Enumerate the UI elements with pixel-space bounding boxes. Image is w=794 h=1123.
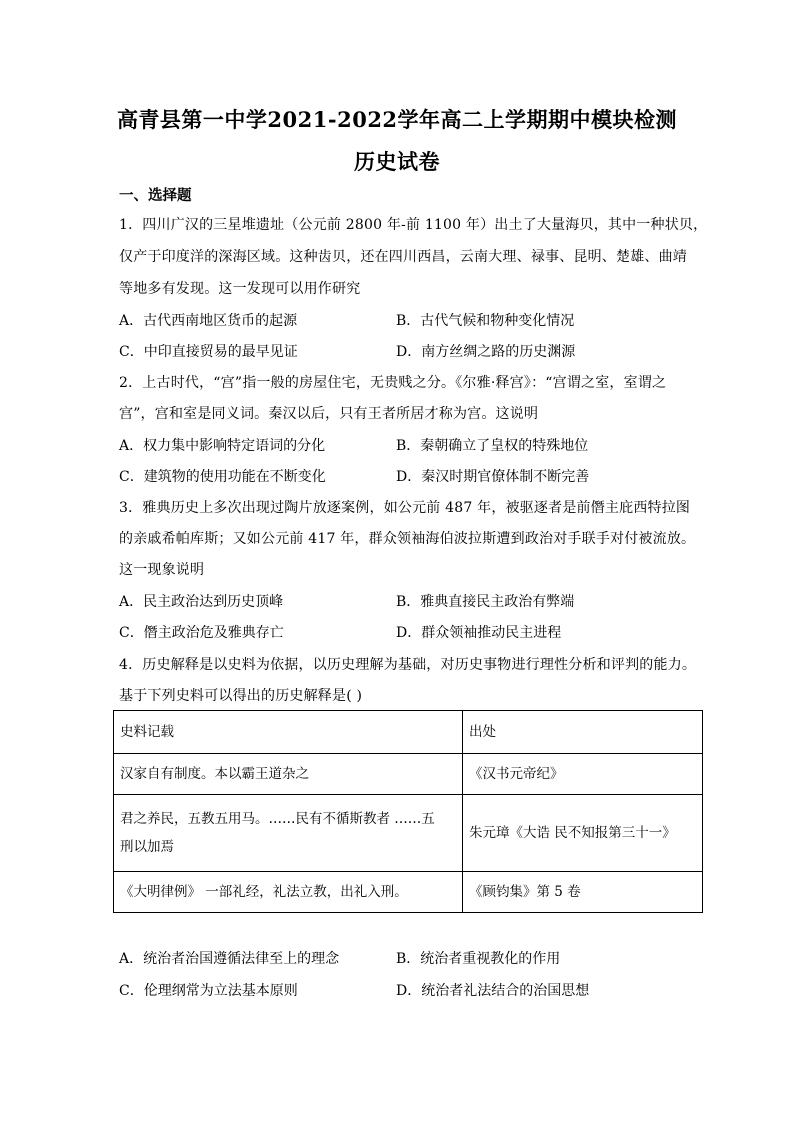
table-cell-source: 《汉书元帝纪》 <box>463 754 703 795</box>
question-1-text-line-2: 仅产于印度洋的深海区域。这种齿贝，还在四川西昌，云南大理、禄事、昆明、楚雄、曲靖 <box>119 249 687 265</box>
table-row <box>114 754 703 795</box>
table-cell-record-line-1: 君之养民，五教五用马。……民有不循斯教者 ……五 <box>120 811 435 827</box>
question-3-text-line-1: 3．雅典历史上多次出现过陶片放逐案例，如公元前 487 年，被驱逐者是前僭主庇西特拉图 <box>119 500 691 516</box>
exam-subject-title: 历史试卷 <box>354 149 440 174</box>
question-2-text-line-1: 2．上古时代，“宫”指一般的房屋住宅，无贵贱之分。《尔雅·释宫》：“宫谓之室，室谓之 <box>119 375 667 391</box>
question-1-text-line-1: 1．四川广汉的三星堆遗址（公元前 2800 年-前 1100 年）出土了大量海贝，其中一种状贝， <box>119 217 708 233</box>
table-cell-record: 汉家自有制度。本以霸王道杂之 <box>114 754 463 795</box>
question-2-option-d: D．秦汉时期官僚体制不断完善 <box>396 469 590 485</box>
table-cell-source: 朱元璋《大诰 民不知报第三十一》 <box>463 795 703 872</box>
table-cell-source: 《顾钧集》第 5 卷 <box>463 872 703 913</box>
table-row <box>114 872 703 913</box>
question-3-option-c: C．僭主政治危及雅典存亡 <box>119 625 284 641</box>
table-header-source: 出处 <box>463 711 703 754</box>
question-3-text-line-3: 这一现象说明 <box>119 562 205 578</box>
question-1-option-d: D．南方丝绸之路的历史渊源 <box>396 344 576 360</box>
question-2-option-b: B．秦朝确立了皇权的特殊地位 <box>396 438 589 454</box>
section-heading: 一、选择题 <box>119 188 192 204</box>
question-2-text-line-2: 宫”，宫和室是同义词。秦汉以后，只有王者所居才称为宫。这说明 <box>119 406 539 422</box>
question-1-option-a: A．古代西南地区货币的起源 <box>119 313 298 329</box>
source-table <box>113 710 703 913</box>
question-3-option-d: D．群众领袖推动民主进程 <box>396 625 562 641</box>
table-header-row <box>114 711 703 754</box>
question-2-option-a: A．权力集中影响特定语词的分化 <box>119 438 326 454</box>
table-header-record: 史料记载 <box>114 711 463 754</box>
question-4-option-c: C．伦理纲常为立法基本原则 <box>119 983 298 999</box>
question-2-option-c: C．建筑物的使用功能在不断变化 <box>119 469 326 485</box>
question-4-option-a: A．统治者治国遵循法律至上的理念 <box>119 951 340 967</box>
question-1-text-line-3: 等地多有发现。这一发现可以用作研究 <box>119 281 361 297</box>
exam-title: 高青县第一中学2021-2022学年高二上学期期中模块检测 <box>116 107 678 132</box>
question-1-option-c: C．中印直接贸易的最早见证 <box>119 344 298 360</box>
question-3-text-line-2: 的亲戚希帕库斯；又如公元前 417 年，群众领袖海伯波拉斯遭到政治对手联手对付被流放。 <box>119 531 696 547</box>
question-4-text-line-1: 4．历史解释是以史料为依据，以历史理解为基础，对历史事物进行理性分析和评判的能力。 <box>119 657 697 673</box>
question-3-option-b: B．雅典直接民主政治有弊端 <box>396 594 575 610</box>
question-1-option-b: B．古代气候和物种变化情况 <box>396 313 575 329</box>
question-3-option-a: A．民主政治达到历史顶峰 <box>119 594 284 610</box>
table-row <box>114 795 703 872</box>
table-cell-record: 《大明律例》 一部礼经，礼法立教，出礼入刑。 <box>114 872 463 913</box>
question-4-text-line-2: 基于下列史料可以得出的历史解释是( ) <box>119 688 363 704</box>
question-4-option-b: B．统治者重视教化的作用 <box>396 951 561 967</box>
question-4-option-d: D．统治者礼法结合的治国思想 <box>396 983 590 999</box>
table-cell-record-line-2: 刑以加焉 <box>120 839 174 855</box>
table-cell-record <box>114 795 463 872</box>
